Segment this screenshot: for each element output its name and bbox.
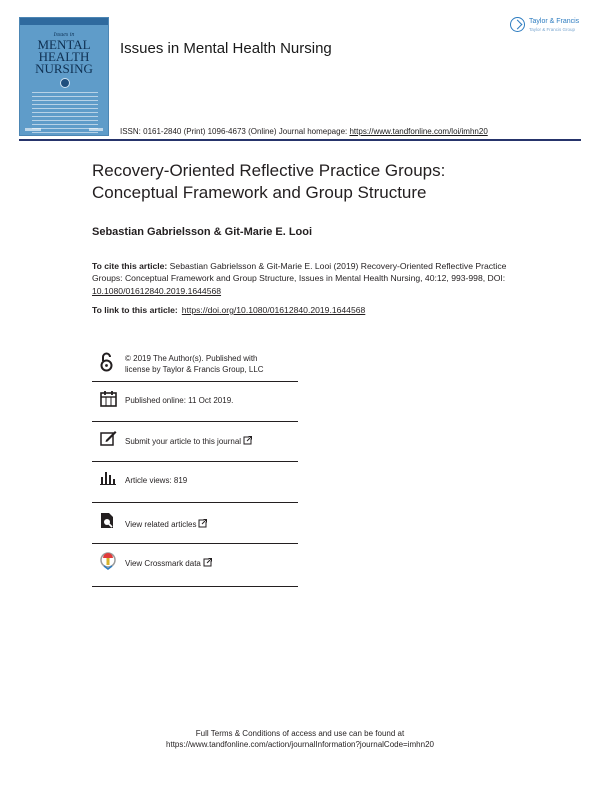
journal-homepage-link[interactable]: https://www.tandfonline.com/loi/imhn20: [349, 127, 488, 136]
crossmark-icon: [100, 552, 116, 570]
crossmark-label: View Crossmark data: [125, 559, 201, 568]
external-link-icon: [203, 558, 212, 567]
calendar-icon: [100, 390, 117, 407]
license-line: license by Taylor & Francis Group, LLC: [125, 364, 264, 374]
cover-prefix: Issues in: [53, 32, 75, 38]
license-line: © 2019 The Author(s). Published with: [125, 354, 258, 363]
row-divider: [92, 502, 298, 503]
header-divider: [19, 139, 581, 141]
edit-icon: [100, 430, 117, 446]
article-url-link[interactable]: https://doi.org/10.1080/01612840.2019.1644568: [181, 305, 366, 315]
citation-block: [92, 260, 512, 297]
cover-top-band: [20, 18, 108, 25]
cite-text: Sebastian Gabrielsson & Git-Marie E. Looi (2019) Recovery-Oriented Reflective Practice Groups: Conceptual Framework and Group Structure, Issues in Mental Health Nursing, 40:12, 993-998, DOI:: [92, 261, 507, 284]
article-title-line: Recovery-Oriented Reflective Practice Groups:: [92, 161, 446, 180]
related-articles-link[interactable]: [125, 519, 207, 531]
crossmark-link[interactable]: [125, 558, 212, 570]
article-views: Article views: 819: [125, 476, 188, 485]
cover-title-line: HEALTH: [38, 49, 90, 64]
issn-line: [120, 127, 488, 136]
license-text: [125, 354, 264, 375]
document-search-icon: [100, 512, 115, 529]
terms-url-link[interactable]: https://www.tandfonline.com/action/journalInformation?journalCode=imhn20: [166, 740, 434, 749]
journal-cover-image: [19, 17, 109, 136]
publisher-logo[interactable]: [510, 16, 585, 36]
doi-link[interactable]: 10.1080/01612840.2019.1644568: [92, 285, 222, 296]
journal-title[interactable]: Issues in Mental Health Nursing: [120, 40, 332, 57]
row-divider: [92, 543, 298, 544]
cover-footer-mark: [25, 128, 41, 131]
article-authors: Sebastian Gabrielsson & Git-Marie E. Looi: [92, 226, 313, 238]
cover-title-line: MENTAL: [37, 37, 91, 52]
external-link-icon: [243, 436, 252, 445]
issn-text: ISSN: 0161-2840 (Print) 1096-4673 (Online) Journal homepage:: [120, 127, 350, 136]
terms-footer: [0, 728, 600, 750]
link-label: To link to this article:: [92, 305, 178, 315]
cover-title-line: NURSING: [35, 61, 93, 76]
publisher-name: Taylor & Francis: [529, 18, 580, 25]
published-date: Published online: 11 Oct 2019.: [125, 396, 234, 405]
related-label: View related articles: [125, 520, 197, 529]
row-divider: [92, 586, 298, 587]
bar-chart-icon: [100, 470, 116, 485]
link-to-article: [92, 305, 365, 315]
cover-title: [20, 39, 108, 75]
row-divider: [92, 461, 298, 462]
article-title-line: Conceptual Framework and Group Structure: [92, 183, 427, 202]
terms-text: Full Terms & Conditions of access and use can be found at: [195, 729, 405, 738]
publisher-tagline: Taylor & Francis Group: [529, 27, 576, 32]
external-link-icon: [198, 519, 207, 528]
article-title: [92, 160, 572, 204]
cover-footer-mark: [89, 128, 103, 131]
row-divider: [92, 381, 298, 382]
submit-article-link[interactable]: [125, 436, 252, 448]
cite-label: To cite this article:: [92, 261, 168, 271]
open-access-icon: [100, 352, 113, 372]
submit-label: Submit your article to this journal: [125, 437, 242, 446]
publisher-logo-icon: [510, 17, 525, 32]
row-divider: [92, 421, 298, 422]
cover-seal-icon: [60, 78, 70, 88]
